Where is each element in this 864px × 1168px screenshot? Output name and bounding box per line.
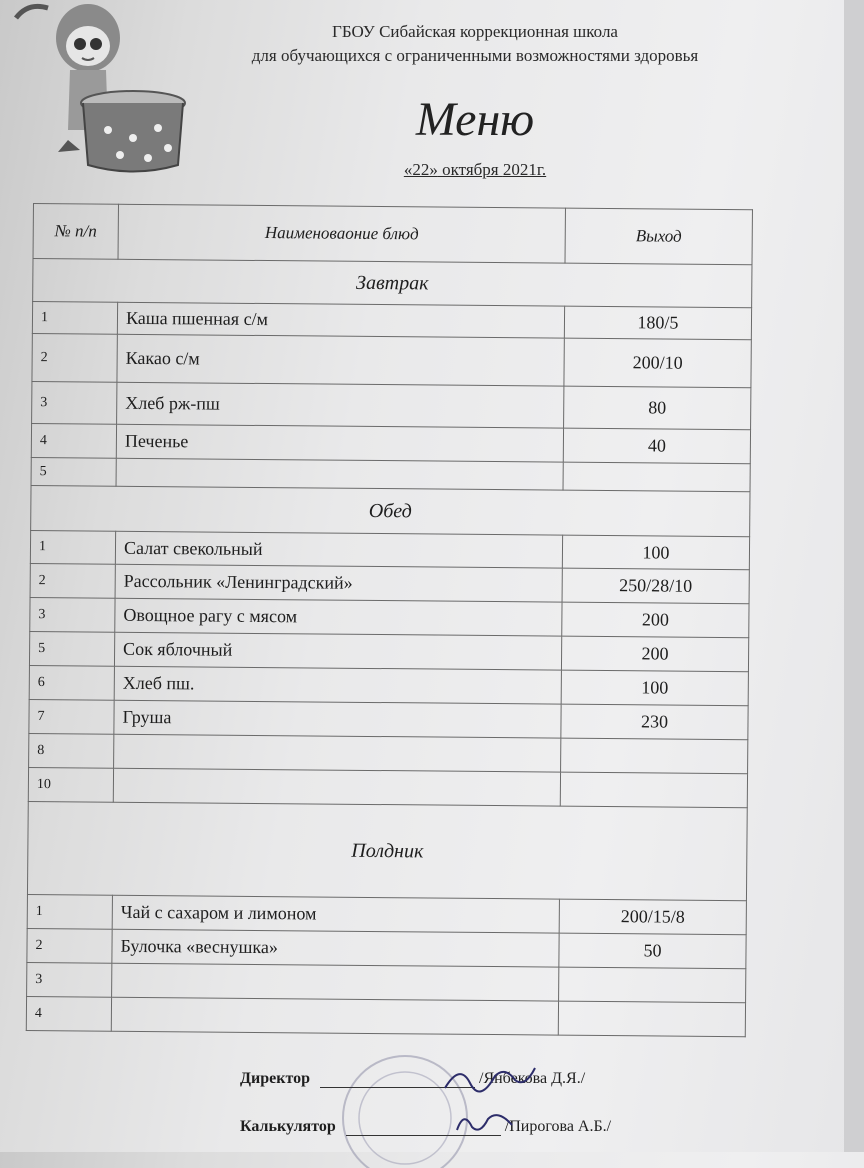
- cell-out: 80: [564, 386, 751, 430]
- cell-num: 7: [29, 699, 114, 734]
- cell-num: 1: [32, 302, 117, 335]
- cell-num: 3: [30, 597, 115, 632]
- date-year: 2021г.: [502, 160, 547, 179]
- cell-name: Печенье: [116, 424, 563, 462]
- cell-out: 50: [559, 933, 746, 969]
- cell-out: 200: [562, 602, 749, 638]
- cell-out: 100: [561, 670, 748, 706]
- cell-out: 200: [561, 636, 748, 672]
- cell-name: Хлеб пш.: [114, 666, 561, 704]
- cell-out: 100: [562, 535, 749, 570]
- cell-num: 5: [29, 631, 114, 666]
- school-name-line2: для обучающихся с ограниченными возможностями здоровья: [251, 46, 699, 65]
- cell-num: 4: [31, 423, 116, 458]
- cell-num: 5: [31, 457, 116, 486]
- section-title-lunch: Обед: [31, 485, 750, 536]
- calculator-label: Калькулятор: [240, 1118, 336, 1135]
- table-row: [26, 996, 745, 1036]
- cell-out: 250/28/10: [562, 568, 749, 604]
- cell-name: [111, 997, 558, 1035]
- cell-num: 6: [29, 665, 114, 700]
- table-header-row: [33, 204, 752, 265]
- cell-num: 2: [32, 333, 117, 382]
- cell-name: [113, 768, 560, 806]
- cell-name: Хлеб рж-пш: [117, 382, 564, 428]
- cell-out: [563, 462, 750, 492]
- calculator-signature: [452, 1105, 522, 1139]
- cell-name: Груша: [114, 700, 561, 738]
- cell-num: 3: [27, 962, 112, 997]
- cell-name: Чай с сахаром и лимоном: [112, 895, 559, 933]
- cell-num: 2: [27, 928, 112, 963]
- director-signature: [440, 1058, 540, 1098]
- calculator-name: /Пирогова А.Б./: [504, 1118, 612, 1135]
- cell-name: [116, 458, 563, 490]
- cell-name: Какао с/м: [117, 334, 564, 386]
- column-header-dish: Наименоваоние блюд: [118, 204, 565, 263]
- column-header-number: № п/п: [33, 204, 118, 260]
- cell-num: 4: [26, 996, 111, 1031]
- menu-table-body: [26, 259, 752, 1037]
- section-row-breakfast: [33, 259, 752, 308]
- cell-num: 3: [32, 381, 117, 424]
- cell-out: [559, 967, 746, 1003]
- table-row: [32, 333, 751, 387]
- cell-out: [561, 738, 748, 774]
- cell-name: Булочка «веснушка»: [112, 929, 559, 967]
- paper-edge: [844, 0, 864, 1152]
- section-row-lunch: [31, 485, 750, 536]
- cell-out: 200/15/8: [559, 899, 746, 935]
- cell-out: 40: [563, 428, 750, 464]
- page-title: Меню: [415, 93, 535, 146]
- section-title-snack: Полдник: [27, 801, 747, 900]
- cell-num: 1: [27, 894, 112, 929]
- menu-date: [300, 160, 650, 180]
- cell-name: Каша пшенная с/м: [117, 302, 564, 338]
- cell-name: Рассольник «Ленинградский»: [115, 564, 562, 602]
- cell-num: 8: [29, 733, 114, 768]
- table-row: [32, 381, 751, 429]
- calculator-signature-row: [240, 1118, 611, 1136]
- masha-with-pot-illustration: [8, 0, 188, 178]
- cell-out: [558, 1001, 745, 1037]
- cell-name: Овощное рагу с мясом: [115, 598, 562, 636]
- director-name: /Янбекова Д.Я./: [479, 1070, 586, 1087]
- cell-num: 10: [28, 767, 113, 802]
- date-month: октября: [437, 160, 503, 179]
- cell-out: 230: [561, 704, 748, 740]
- cell-out: 200/10: [564, 338, 751, 388]
- cell-out: 180/5: [564, 306, 751, 340]
- date-day: «22»: [403, 160, 438, 179]
- cell-name: [114, 734, 561, 772]
- school-name-line1: ГБОУ Сибайская коррекционная школа: [332, 22, 618, 41]
- director-label: Директор: [240, 1070, 310, 1087]
- menu-table: [26, 203, 753, 1037]
- cell-num: 2: [30, 563, 115, 598]
- cell-name: Сок яблочный: [114, 632, 561, 670]
- cell-name: Салат свекольный: [115, 531, 562, 568]
- cell-num: 1: [30, 530, 115, 564]
- cell-name: [112, 963, 559, 1001]
- section-row-snack: [27, 801, 747, 900]
- section-title-breakfast: Завтрак: [33, 259, 752, 308]
- column-header-yield: Выход: [565, 208, 752, 265]
- cell-out: [560, 772, 747, 808]
